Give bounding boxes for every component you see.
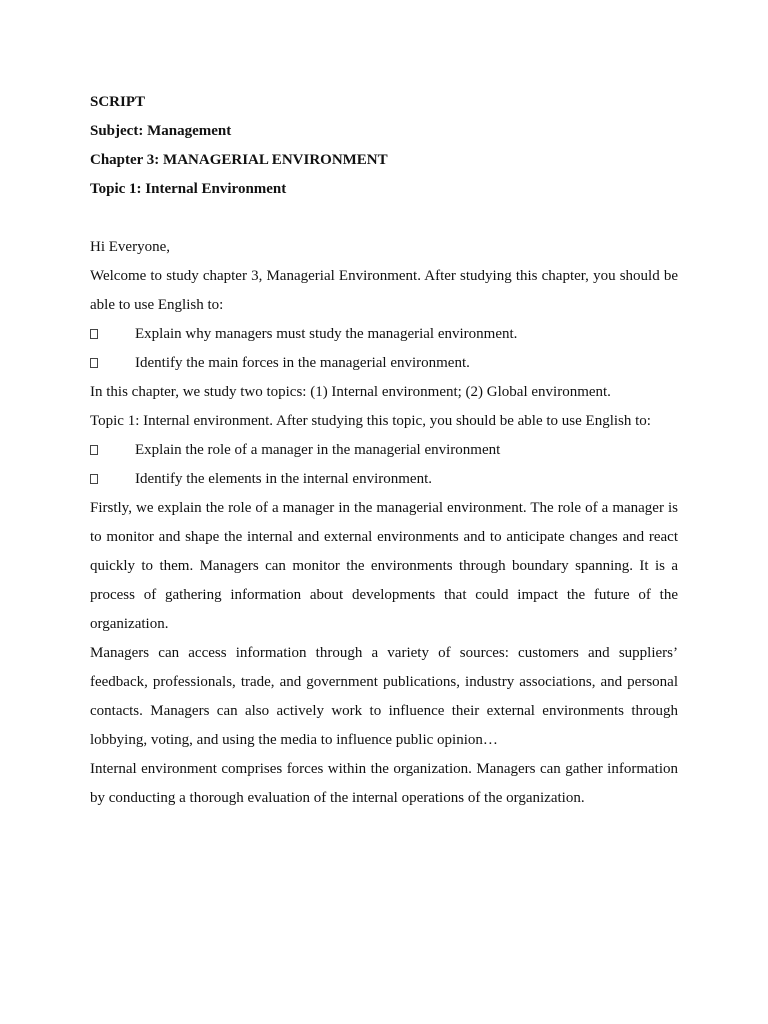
list-item xyxy=(90,320,678,349)
subject-line: Subject: Management xyxy=(90,123,232,139)
list-item-text: Identify the main forces in the managerial environment. xyxy=(135,355,470,371)
intro-paragraph: Welcome to study chapter 3, Managerial Environment. After studying this chapter, you should be able to use English to: xyxy=(90,268,678,313)
role-paragraph: Firstly, we explain the role of a manager in the managerial environment. The role of a manager is to monitor and shape the internal and external environments and to anticipate changes and react quickly to them. Managers can monitor the environments through boundary spanning. It is a process of gathering information about developments that could impact the future of the organization. xyxy=(90,500,678,632)
sources-paragraph: Managers can access information through a variety of sources: customers and suppliers’ feedback, professionals, trade, and government publications, industry associations, and personal contacts. Managers can also actively work to influence their external environments through lobbying, voting, and using the media to influence public opinion… xyxy=(90,645,678,748)
square-bullet-icon xyxy=(90,436,135,465)
topics-paragraph: In this chapter, we study two topics: (1) Internal environment; (2) Global environment. xyxy=(90,384,611,400)
square-bullet-icon xyxy=(90,320,135,349)
internal-environment-paragraph: Internal environment comprises forces within the organization. Managers can gather information by conducting a thorough evaluation of the internal operations of the organization. xyxy=(90,761,678,806)
topic-intro-paragraph: Topic 1: Internal environment. After studying this topic, you should be able to use English to: xyxy=(90,413,651,429)
square-bullet-icon xyxy=(90,465,135,494)
blank-line xyxy=(90,204,678,233)
list-item-text: Identify the elements in the internal environment. xyxy=(135,471,432,487)
square-bullet-icon xyxy=(90,349,135,378)
list-item xyxy=(90,436,678,465)
list-item-text: Explain the role of a manager in the managerial environment xyxy=(135,442,501,458)
greeting: Hi Everyone, xyxy=(90,239,170,255)
script-label: SCRIPT xyxy=(90,94,146,110)
list-item xyxy=(90,465,678,494)
topic-title: Topic 1: Internal Environment xyxy=(90,181,287,197)
chapter-title: Chapter 3: MANAGERIAL ENVIRONMENT xyxy=(90,152,388,168)
list-item-text: Explain why managers must study the managerial environment. xyxy=(135,326,518,342)
list-item xyxy=(90,349,678,378)
